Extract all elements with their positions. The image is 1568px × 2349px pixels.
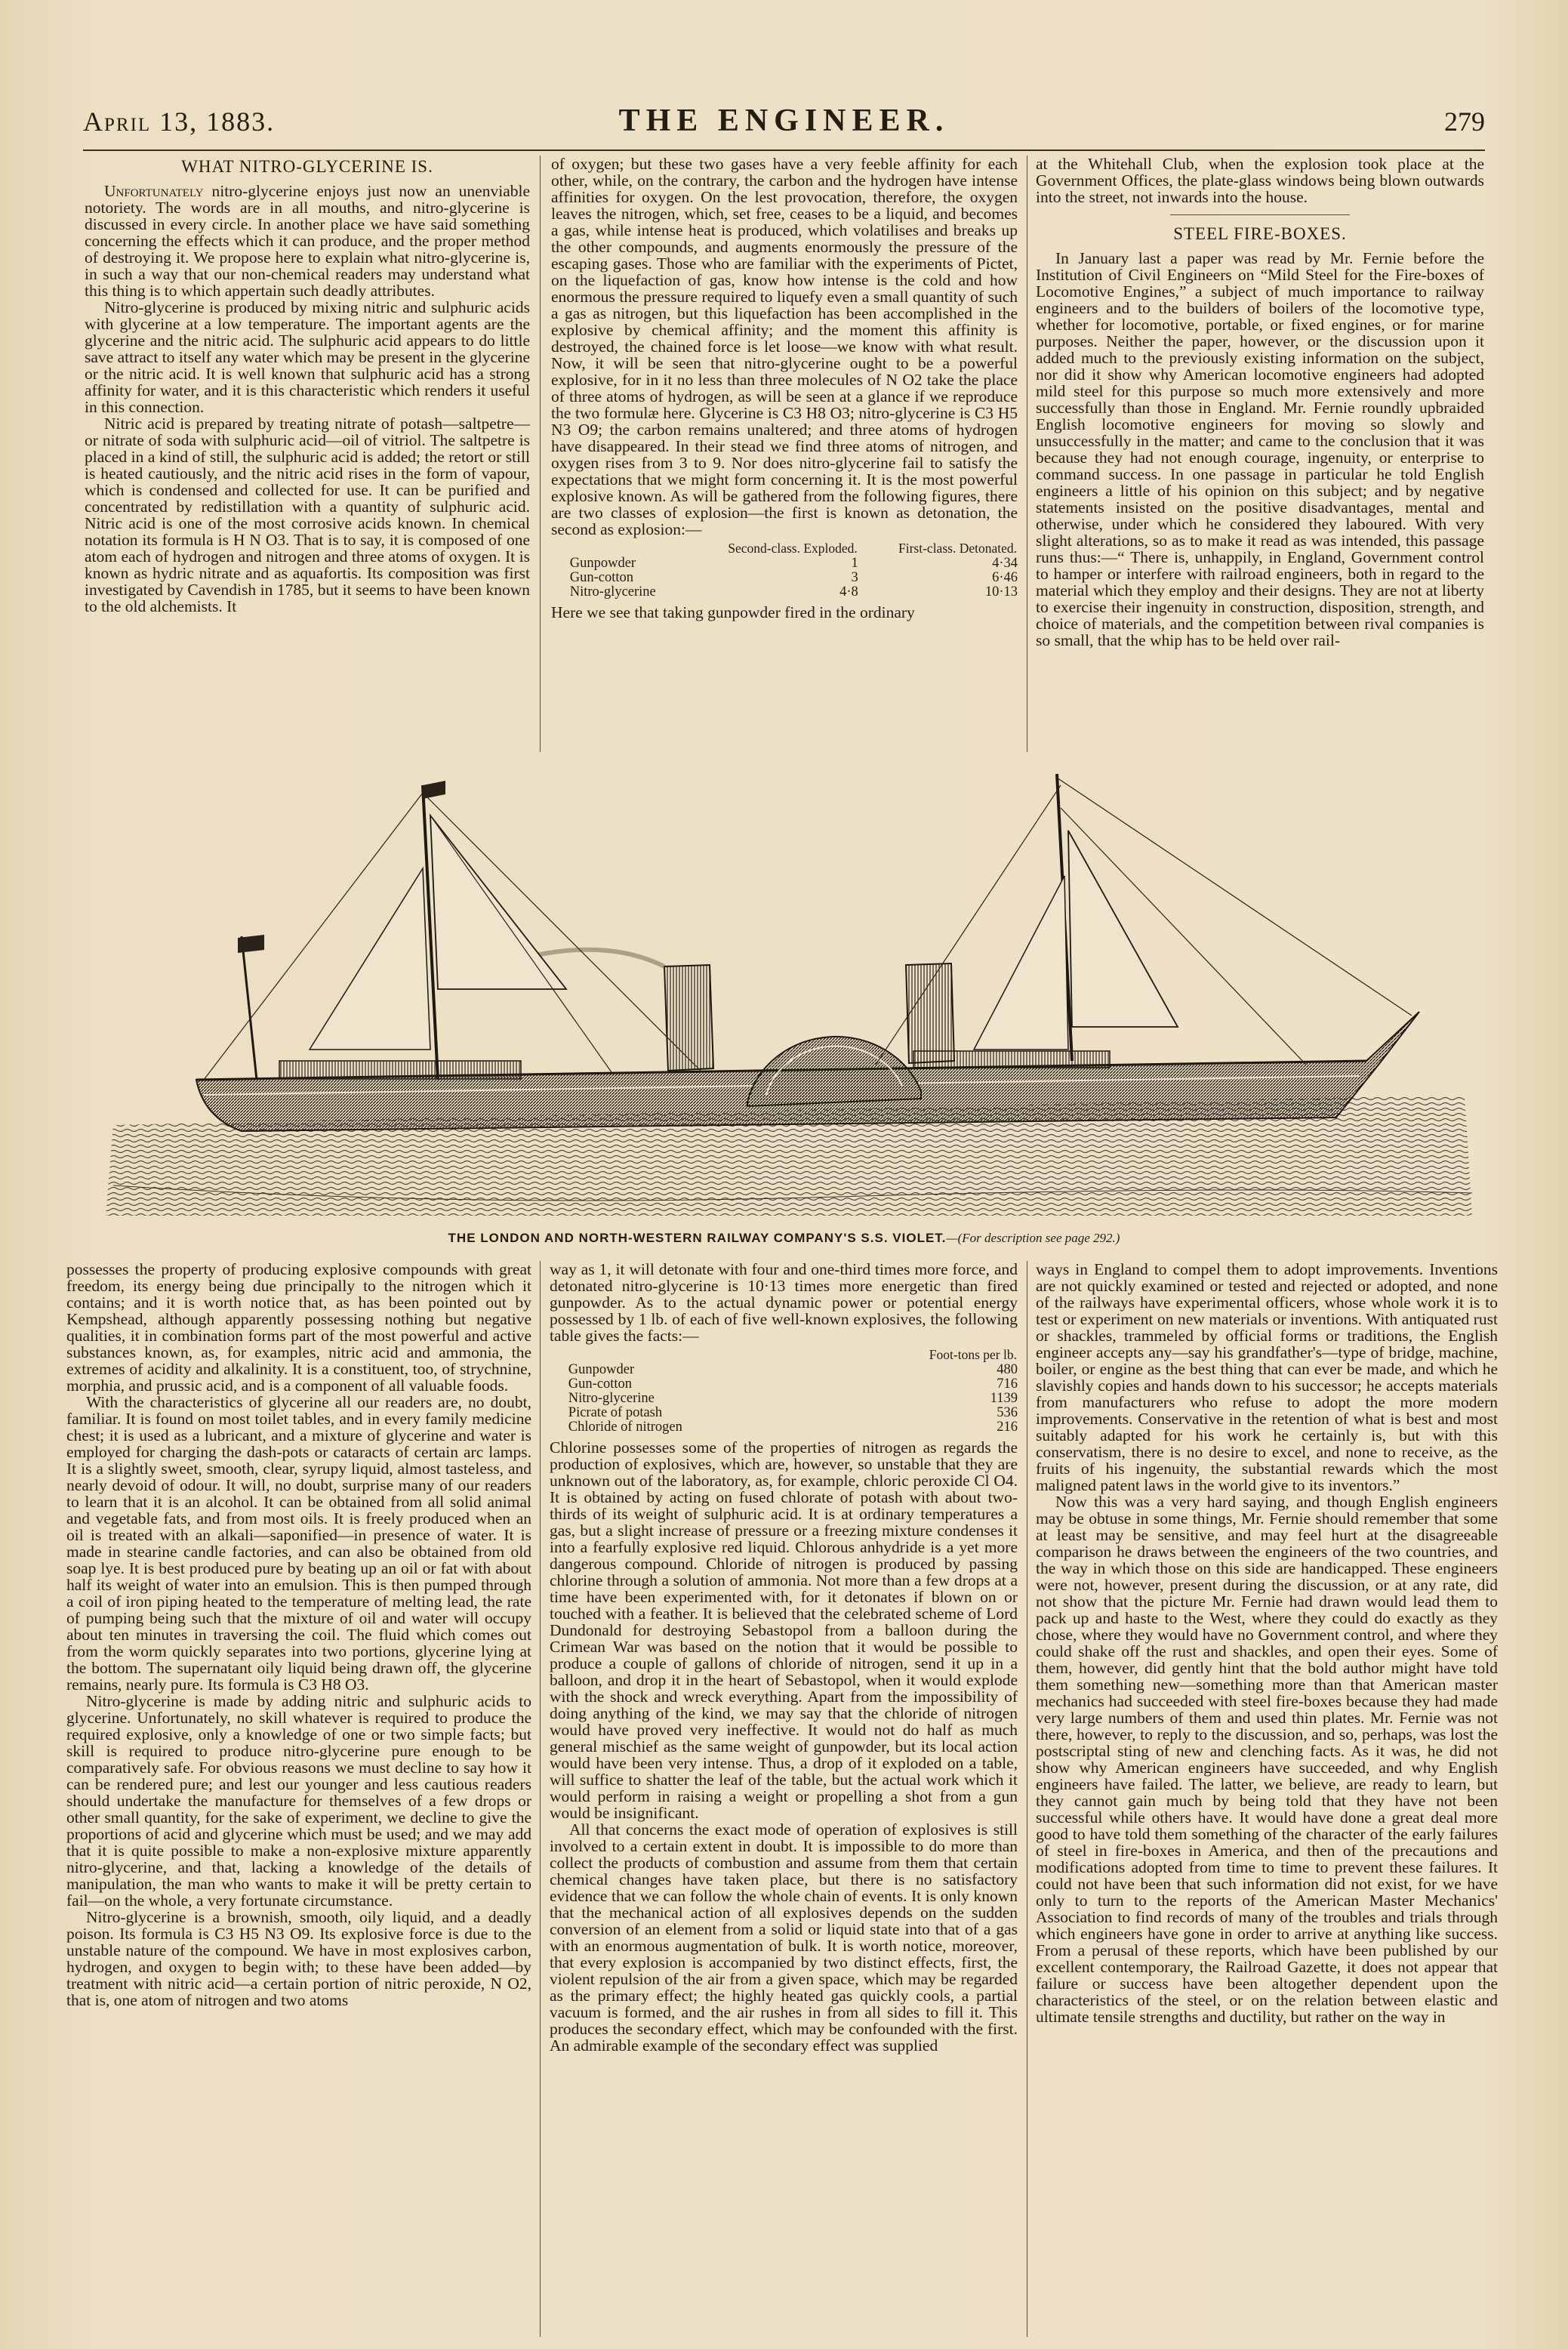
sail — [310, 868, 430, 1050]
table-row — [568, 1406, 1018, 1420]
paragraph: With the characteristics of glycerine all our readers are, no doubt, familiar. It is found on most toilet tables, and in every family medicine chest; it is used as a lubricant, and a mixture of glycerine and water is employed for charging the dash-pots or cataracts of certain arc lamps. It is a slightly sweet, smooth, clear, syrupy liquid, almost tasteless, and nearly devoid of odour. It will, no doubt, surprise many of our readers to learn that it is an alcohol. It can be obtained from all solid animal and vegetable fats, and from most oils. It is freely produced when an oil is treated with an alkali—saponified—in presence of water. It is made in stearine candle factories, and can also be obtained from old soap lye. It is best produced pure by beating up an oil or fat with about half its weight of water into an emulsion. This is then pumped through a coil of iron piping heated to the temperature of melting lead, the rate of pumping being such that the mixture of oil and water will occupy about ten minutes in traversing the coil. The fluid which comes out from the worm quickly separates into two portions, glycerine lying at the bottom. The supernatant oily liquid being drawn off, the glycerine remains, nearly pure. Its formula is C3 H8 O3. — [66, 1393, 531, 1694]
energy-table — [568, 1347, 1018, 1435]
issue-date: April 13, 1883. — [83, 106, 276, 137]
table-cell: Nitro-glycerine — [568, 1391, 655, 1406]
column-3-top — [1036, 156, 1484, 752]
table-header: Second-class. Exploded. — [728, 541, 858, 556]
column-1-top — [85, 156, 530, 752]
table-cell: 1 — [851, 556, 858, 571]
caption-text: THE LONDON AND NORTH-WESTERN RAILWAY COMPANY'S S.S. VIOLET. — [448, 1231, 947, 1245]
column-divider — [540, 156, 541, 752]
table-cell: Gunpowder — [568, 1362, 635, 1377]
table-cell: Chloride of nitrogen — [568, 1420, 682, 1435]
column-3-bottom — [1036, 1261, 1498, 2337]
table-cell: Gun-cotton — [569, 570, 633, 585]
column-2-top — [551, 156, 1018, 752]
paragraph: Unfortunately nitro-glycerine enjoys just now an unenviable notoriety. The words are in all mouths, and nitro-glycerine is discussed in every circle. In another place we have said something concerning the effects which it can produce, and the proper method of destroying it. We propose here to explain what nitro-glycerine is, in such a way that our non-chemical readers may understand what this thing is to which appertain such deadly attributes. — [85, 182, 530, 300]
paragraph: Nitro-glycerine is made by adding nitric and sulphuric acids to glycerine. Unfortunately, no skill whatever is required to produce the required explosive, only a knowledge of one or two simple facts; but skill is required to produce nitro-glycerine pure enough to be comparatively safe. For obvious reasons we must decline to say how it can be rendered pure; and lest our younger and less cautious readers should undertake the manufacture for themselves of a few drops or other small quantity, for the sake of experiment, we decline to give the proportions of acid and glycerine which must be used; and we may add that it is quite possible to make a non-explosive mixture apparently nitro-glycerine, and that, lacking a knowledge of the details of manipulation, the man who wants to make it will be pretty certain to fail—on the whole, a very fortunate circumstance. — [66, 1692, 531, 1910]
column-1-bottom — [66, 1261, 531, 2337]
paragraph: possesses the property of producing explosive compounds with great freedom, its energy being due principally to the nitrogen which it contains; and it is worth notice that, as has been pointed out by Kempshead, although apparently possessing nothing but negative qualities, it in combination forms part of the most powerful and active substances known, as, for examples, nitric acid and ammonia, the extremes of acidity and alkalinity. It is a constituent, too, of strychnine, morphia, and prussic acid, and is a component of all valuable foods. — [66, 1261, 531, 1395]
table-cell: 10·13 — [984, 584, 1018, 600]
table-cell: 716 — [997, 1376, 1018, 1392]
table-row — [568, 1392, 1018, 1406]
table-cell: 4·8 — [839, 584, 858, 600]
table-cell: 4·34 — [992, 556, 1018, 571]
header-rule — [83, 150, 1485, 151]
table-row — [568, 1420, 1018, 1435]
table-cell: 536 — [997, 1405, 1018, 1420]
paragraph: In January last a paper was read by Mr. Fernie before the Institution of Civil Engineers on “Mild Steel for the Fire-boxes of Locomotive Engines,” a subject of much importance to railway engineers and to the builders of boilers of the locomotive type, whether for locomotive, portable, or fixed engines, or for marine purposes. Neither the paper, however, or the discussion upon it added much to the previously existing information on the subject, nor did it show why American locomotive engineers had adopted mild steel for this purpose so much more extensively and more successfully than those in England. Mr. Fernie roundly upbraided English locomotive engineers for moving so slowly and unsuccessfully in the matter; and came to the conclusion that it was because they had not enough courage, ingenuity, or enterprise to command success. In one passage in particular he told English engineers a little of his opinion on this subject; and by negative statements insisted on the positive disadvantages, mental and otherwise, under which he considered they laboured. With very slight alterations, so as to make it read as was intended, this passage runs thus:—“ There is, unhappily, in England, Government control to hamper or interfere with railroad engineers, both in regard to the material which they employ and their designs. They are not at liberty to exercise their ingenuity in construction, disposition, strength, and choice of materials, and the competition between rival companies is so small, that the whip has to be held over rail- — [1036, 249, 1484, 649]
table-cell: Gun-cotton — [568, 1376, 633, 1392]
paragraph: Chlorine possesses some of the properties of nitrogen as regards the production of explosives, which are, however, so unstable that they are unknown out of the laboratory, as, for example, chloric peroxide Cl O4. It is obtained by acting on fused chlorate of potash with about two-thirds of its weight of sulphuric acid. It is at ordinary temperatures a gas, but a slight increase of pressure or a freezing mixture condenses it into a fearfully explosive red liquid. Chlorous anhydride is a yet more dangerous compound. Chloride of nitrogen is produced by passing chlorine through a solution of ammonia. Not more than a few drops at a time have been experimented with, for it detonates if blown on or touched with a feather. It is believed that the celebrated scheme of Lord Dundonald for destroying Sebastopol from a balloon during the Crimean War was based on the notion that it would be possible to produce a couple of gallons of chloride of nitrogen, send it up in a balloon, and drop it in the heart of Sebastopol, when it would explode with the shock and wreck everything. Apart from the impossibility of doing anything of the kind, we may say that the chloride of nitrogen would have proved very ineffective. It would not do half as much general mischief as the same weight of gunpowder, but its local action would have been very intense. Thus, a drop of it exploded on a table, will suffice to shatter the leaf of the table, but the actual work which it would perform in raising a weight or propelling a shot from a gun would be insignificant. — [550, 1438, 1018, 1822]
column-2-bottom — [550, 1261, 1018, 2337]
table-row — [570, 571, 1018, 585]
caption-reference: —(For description see page 292.) — [946, 1231, 1120, 1245]
table-cell: 3 — [851, 570, 858, 585]
paragraph: ways in England to compel them to adopt improvements. Inventions are not quickly examined or tested and rejected or adopted, and none of the railways have experimental officers, whose whole work it is to test or experiment on new materials or inventions. With antiquated rust or shackles, trammeled by official forms or traditions, the English engineer accepts any—say his grandfather's—type of bridge, machine, boiler, or engine as the best thing that can ever be made, and which he slavishly copies and hands down to his successor; he accepts materials from manufacturers who refuse to adopt the more modern improvements. Conservative in the retention of what is best and most suitably adapted for his work he certainly is, but with this conservatism, there is no desire to excel, and none to receive, as the fruits of his ingenuity, the substantial rewards which the most maligned patent laws in the world give to its inventors.” — [1036, 1261, 1498, 1494]
illustration-caption — [83, 1231, 1485, 1246]
paragraph: way as 1, it will detonate with four and one-third times more force, and detonated nitro-glycerine is 10·13 times more energetic than fired gunpowder. As to the actual dynamic power or potential energy possessed by 1 lb. of each of five well-known explosives, the following table gives the facts:— — [550, 1261, 1018, 1345]
sail — [974, 876, 1068, 1050]
table-header: Foot-tons per lb. — [929, 1347, 1017, 1362]
table-cell: 6·46 — [992, 570, 1018, 585]
explosion-table — [570, 541, 1018, 600]
sail — [430, 815, 566, 989]
paragraph: Nitric acid is prepared by treating nitrate of potash—saltpetre—or nitrate of soda with sulphuric acid—oil of vitriol. The saltpetre is placed in a kind of still, the sulphuric acid is added; the retort or still is heated cautiously, and the nitric acid rises in the form of vapour, which is condensed and collected for use. It can be purified and concentrated by redistillation with a quantity of sulphuric acid. Nitric acid is one of the most corrosive acids known. In chemical notation its formula is H N O3. That is to say, it is composed of one atom each of hydrogen and nitrogen and three atoms of oxygen. It is known as hydric nitrate and as aquafortis. Its composition was first investigated by Cavendish in 1785, but it seems to have been known to the old alchemists. It — [85, 415, 530, 615]
paragraph: Now this was a very hard saying, and though English engineers may be obtuse in some things, Mr. Fernie should remember that some at least may be sensitive, and may feel hurt at the disagreeable comparison he draws between the engineers of the two countries, and the way in which those on this side are handicapped. These engineers were not, however, present during the discussion, or at any rate, did not show that the picture Mr. Fernie had drawn would lead them to pack up and haste to the West, where they could do exactly as they chose, where they would have no Government control, and where they could shake off the rust and shackles, and open their eyes. Some of them, however, did gently hint that the bold author might have told them something new—something more than that American master mechanics had succeeded with steel fire-boxes because they had made very large numbers of them and used thin plates. Mr. Fernie was not there, however, to reply to the discussion, and so, perhaps, was lost the postscriptal sting of new and clenching facts. As it was, he did not show why American engineers have succeeded, and why English engineers have failed. The latter, we believe, are ready to learn, but they cannot gain much by being told that they have not been successful while others have. It would have done a great deal more good to have told them something of the character of the early failures of steel in fire-boxes in America, and then of the precautions and modifications adopted from time to time to prevent these failures. It could not have been that such information did not exist, for we have only to turn to the reports of the American Master Mechanics' Association to find records of many of the troubles and trials through which engineers have gone in order to arrive at anything like success. From a perusal of these reports, which have been published by our excellent contemporary, the Railroad Gazette, it does not appear that failure or success have been altogether dependent upon the characteristics of the steel, or on the relation between elastic and ultimate tensile strengths and ductility, but rather on the way in — [1036, 1493, 1498, 2026]
table-row — [568, 1377, 1018, 1392]
paragraph: of oxygen; but these two gases have a very feeble affinity for each other, while, on the contrary, the carbon and the hydrogen have intense affinities for oxygen. On the lest provocation, therefore, the oxygen leaves the nitrogen, which, set free, ceases to be a liquid, and becomes a gas, while intense heat is produced, which volatilises and breaks up the other compounds, and augments enormously the pressure of the escaping gases. Those who are familiar with the experiments of Pictet, on the liquefaction of gas, know how intense is the cold and how enormous the pressure required to liquefy even a small quantity of such a gas as nitrogen, but this liquefaction has been accomplished in the explosive by chemical affinity; and the moment this affinity is destroyed, the chained force is let loose—we know with what result. Now, it will be seen that nitro-glycerine ought to be a powerful explosive, for in it no less than three molecules of N O2 take the place of three atoms of hydrogen, as will be seen at a glance if we reproduce the two formulæ here. Glycerine is C3 H8 O3; nitro-glycerine is C3 H5 N3 O9; the carbon remains unaltered; and three atoms of hydrogen have disappeared. In their stead we find three atoms of nitrogen, and oxygen rises from 3 to 9. Nor does nitro-glycerine fail to satisfy the expectations that we might form concerning it. It is the most powerful explosive known. As will be gathered from the following figures, there are two classes of explosion—the first is known as detonation, the second as explosion:— — [551, 156, 1018, 538]
lead-word: Unfortunately — [104, 182, 204, 200]
paragraph: All that concerns the exact mode of operation of explosives is still involved to a certain extent in doubt. It is impossible to do more than collect the products of combustion and assume from them that certain chemical changes have taken place, but there is no satisfactory evidence that we can follow the whole chain of events. It is only known that the mechanical action of all explosives depends on the sudden conversion of an element from a solid or liquid state into that of a gas with an enormous augmentation of bulk. It is worth notice, moreover, that every explosion is accompanied by two distinct effects, first, the violent repulsion of the air from a given space, which may be regarded as the primary effect; the highly heated gas quickly cools, a partial vacuum is formed, and the air rushes in from all sides to fill it. This produces the secondary effect, which may be confounded with the first. An admirable example of the secondary effect was supplied — [550, 1820, 1018, 2055]
page-number: 279 — [1444, 106, 1485, 137]
steamship-engraving — [83, 763, 1485, 1231]
column-divider — [540, 1261, 541, 2337]
table-row — [568, 1363, 1018, 1377]
journal-title: THE ENGINEER. — [618, 103, 950, 138]
funnel — [906, 963, 954, 1063]
table-row — [570, 585, 1018, 600]
section-rule — [1170, 214, 1350, 215]
paddle-box — [747, 1037, 921, 1106]
paragraph: Nitro-glycerine is a brownish, smooth, oily liquid, and a deadly poison. Its formula is C3 H5 N3 O9. Its explosive force is due to the unstable nature of the compound. We have in most explosives carbon, hydrogen, and oxygen to begin with; to these have been added—by treatment with nitric acid—a certain portion of nitric peroxide, N O2, that is, one atom of nitrogen and two atoms — [66, 1908, 531, 2009]
table-cell: 1139 — [990, 1391, 1018, 1406]
article-heading-nitroglycerine: WHAT NITRO-GLYCERINE IS. — [181, 157, 433, 176]
table-cell: Picrate of potash — [568, 1405, 663, 1420]
article-heading-steel: STEEL FIRE-BOXES. — [1173, 224, 1347, 243]
table-cell: Gunpowder — [569, 556, 636, 571]
funnel — [664, 965, 713, 1071]
table-row — [570, 556, 1018, 571]
paragraph: Here we see that taking gunpowder fired in the ordinary — [551, 603, 915, 621]
sail — [1068, 831, 1178, 1027]
paragraph: at the Whitehall Club, when the explosion took place at the Government Offices, the plate-glass windows being blown outwards into the street, not inwards into the house. — [1036, 156, 1484, 206]
page-header — [83, 103, 1485, 148]
table-header: First-class. Detonated. — [898, 541, 1017, 556]
paragraph: Nitro-glycerine is produced by mixing nitric and sulphuric acids with glycerine at a low temperature. The important agents are the glycerine and the nitric acid. The sulphuric acid appears to do little save attract to itself any water which may be present in the glycerine or the nitric acid. It is well known that sulphuric acid has a strong affinity for water, and it is this characteristic which renders it useful in this connection. — [85, 298, 530, 416]
table-cell: Nitro-glycerine — [569, 584, 656, 600]
table-cell: 480 — [997, 1362, 1018, 1377]
table-cell: 216 — [997, 1420, 1018, 1435]
